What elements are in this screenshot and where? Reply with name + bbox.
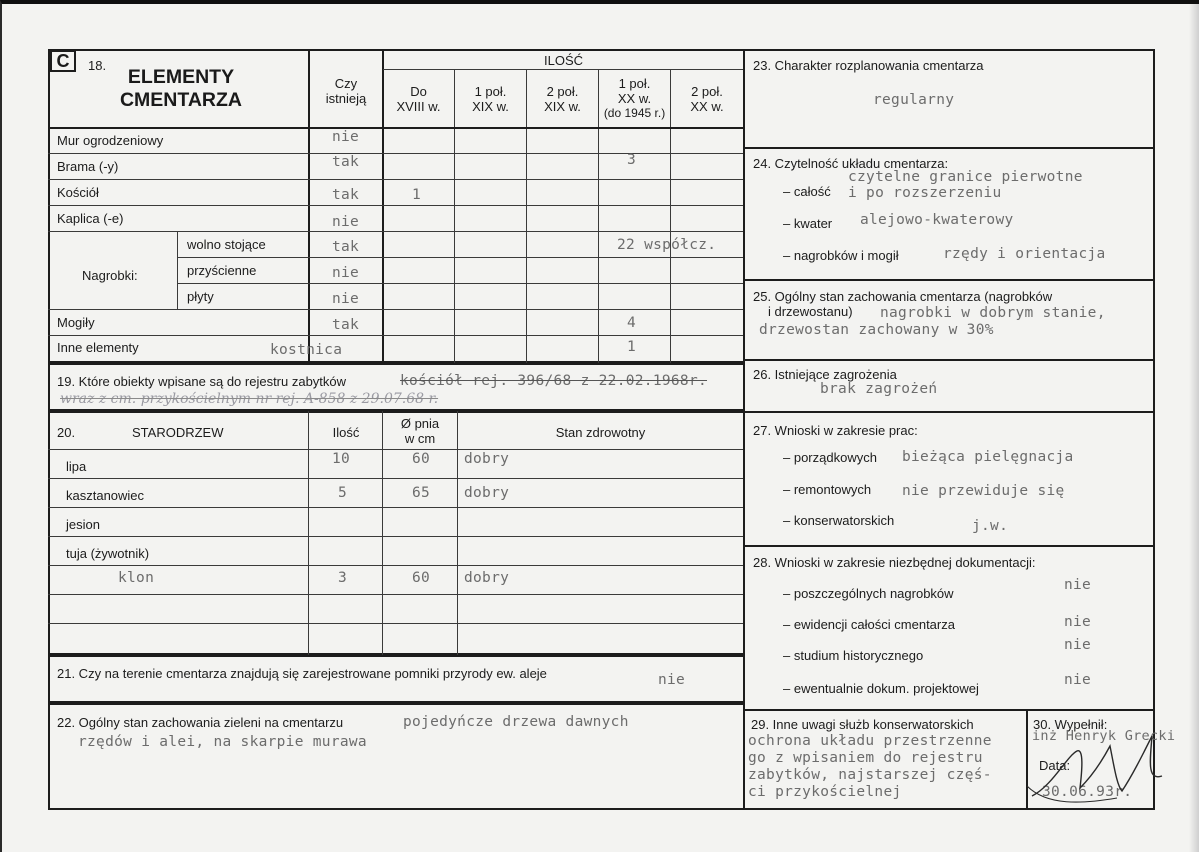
section-22-value-line2: rzędów i alei, na skarpie murawa <box>78 734 367 750</box>
tree-lipa: lipa <box>66 459 87 474</box>
exists-plyty: nie <box>332 291 360 307</box>
section-18-title-line1: ELEMENTY <box>127 66 235 88</box>
section-28-label: 28. Wnioski w zakresie niezbędnej dokumentacji: <box>753 555 1036 570</box>
section-25-value-line1: nagrobki w dobrym stanie, <box>880 305 1106 321</box>
s18-row-line <box>48 335 745 336</box>
s23-bottom <box>743 147 1155 149</box>
col-czy-line2: istnieją <box>325 91 367 106</box>
s27-bottom <box>743 545 1155 547</box>
row-label-przyscienne: przyścienne <box>187 263 257 278</box>
section-20-box <box>48 411 745 655</box>
col4-line2: XX w. <box>617 91 652 106</box>
col-do-xviii <box>383 84 454 114</box>
s18-row-line <box>177 283 745 284</box>
s24-nagrobkow-label: – nagrobków i mogił <box>783 248 899 263</box>
s20-col-pnia <box>383 416 457 446</box>
count-wolno-stojace-1pol-xx: 22 współcz. <box>617 237 717 253</box>
s28-item-0-value: nie <box>1064 577 1092 593</box>
section-25-label-line2: i drzewostanu) <box>768 304 853 319</box>
section-29-value-line2: go z wpisaniem do rejestru <box>748 750 983 766</box>
tree-kasztanowiec-ilosc: 5 <box>338 485 348 501</box>
section-26-value: brak zagrożeń <box>820 381 938 397</box>
exists-kaplica: nie <box>332 214 360 230</box>
tree-klon-ilosc: 3 <box>338 570 348 586</box>
section-19-label: 19. Które obiekty wpisane są do rejestru zabytków <box>57 374 347 389</box>
s26-bottom <box>743 411 1155 413</box>
section-30-date-label: Data: <box>1039 758 1071 773</box>
tree-lipa-stan: dobry <box>464 451 510 467</box>
row-label-kosciol: Kościół <box>57 185 99 200</box>
nagrobki-divider <box>177 231 178 309</box>
s20-col-stan: Stan zdrowotny <box>555 425 646 440</box>
row-label-brama: Brama (-y) <box>57 159 119 174</box>
col2-line2: XIX w. <box>472 99 509 114</box>
count-inne-1pol-xx: 1 <box>627 339 637 355</box>
s27-porz-label: – porządkowych <box>783 450 877 465</box>
tree-klon-stan: dobry <box>464 570 510 586</box>
count-mogily-1pol-xx: 4 <box>627 315 637 331</box>
section-23-label: 23. Charakter rozplanowania cmentarza <box>753 58 984 73</box>
signature-mark <box>1022 716 1172 811</box>
s28-item-2-label: – studium historycznego <box>783 648 924 663</box>
s20-row-line <box>48 449 745 450</box>
s27-rem-label: – remontowych <box>783 482 872 497</box>
s20-col-pnia-line2: w cm <box>404 431 436 446</box>
section-18-title <box>86 66 276 112</box>
s24-calosc-label: – całość <box>783 184 831 199</box>
s20-row-line <box>48 507 745 508</box>
s28-item-2-value: nie <box>1064 637 1092 653</box>
card-letter-badge: C <box>50 50 76 72</box>
tree-kasztanowiec-pnia: 65 <box>412 485 431 501</box>
section-18-number: 18. <box>88 58 107 73</box>
s24-kwater-label: – kwater <box>783 216 833 231</box>
s27-kons-value: j.w. <box>972 518 1009 534</box>
exists-mur: nie <box>332 129 360 145</box>
row-label-mur: Mur ogrodzeniowy <box>57 133 164 148</box>
s24-bottom <box>743 279 1155 281</box>
section-29-value-line1: ochrona układu przestrzenne <box>748 733 992 749</box>
col-czy-line1: Czy <box>334 76 358 91</box>
section-27-label: 27. Wnioski w zakresie prac: <box>753 423 918 438</box>
s24-calosc-value-line1: czytelne granice pierwotne <box>848 169 1083 185</box>
exists-kosciol: tak <box>332 187 360 203</box>
s20-col-pnia-line1: Ø pnia <box>400 416 440 431</box>
tree-kasztanowiec: kasztanowiec <box>66 488 145 503</box>
s18-row-line <box>48 153 745 154</box>
tree-jesion: jesion <box>66 517 100 532</box>
row-label-kaplica: Kaplica (-e) <box>57 211 124 226</box>
row-label-inne: Inne elementy <box>57 340 139 355</box>
row-label-mogily: Mogiły <box>57 315 95 330</box>
col1-line1: Do <box>410 84 427 99</box>
tree-lipa-pnia: 60 <box>412 451 431 467</box>
section-19-handwritten-value: wraz z cm. przykościelnym nr rej. A-858 z 29.07.68 r. <box>60 391 439 407</box>
s24-calosc-value-line2: i po rozszerzeniu <box>848 185 1002 201</box>
section-30-date-value: 30.06.93r. <box>1042 784 1133 800</box>
section-24-label: 24. Czytelność układu cmentarza: <box>753 156 949 171</box>
s27-porz-value: bieżąca pielęgnacja <box>902 449 1074 465</box>
section-30-label: 30. Wypełnił: <box>1033 717 1108 732</box>
s20-row-line <box>48 594 745 595</box>
col4-line3: (do 1945 r.) <box>603 106 666 120</box>
row-label-wolno-stojace: wolno stojące <box>187 237 266 252</box>
s20-row-line <box>48 478 745 479</box>
ilosc-header: ILOŚĆ <box>543 53 583 68</box>
s25-bottom <box>743 359 1155 361</box>
count-brama-1pol-xx: 3 <box>627 152 637 168</box>
section-23-value: regularny <box>873 92 955 108</box>
s18-ilosc-underline <box>383 69 744 70</box>
section-29-value-line4: ci przykościelnej <box>748 784 902 800</box>
section-30-name-value: inż Henryk Grecki <box>1032 728 1176 744</box>
s28-item-3-value: nie <box>1064 672 1092 688</box>
col5-line2: XX w. <box>690 99 724 114</box>
s24-kwater-value: alejowo-kwaterowy <box>860 212 1014 228</box>
section-22-label: 22. Ogólny stan zachowania zieleni na cmentarzu <box>57 715 344 730</box>
col4-line1: 1 poł. <box>618 76 651 91</box>
tree-kasztanowiec-stan: dobry <box>464 485 510 501</box>
section-22-value-line1: pojedyńcze drzewa dawnych <box>403 714 629 730</box>
s20-row-line <box>48 536 745 537</box>
col2-line1: 1 poł. <box>474 84 507 99</box>
section-20-header: STARODRZEW <box>132 425 224 440</box>
section-25-label-line1: 25. Ogólny stan zachowania cmentarza (nagrobków <box>753 289 1053 304</box>
s27-rem-value: nie przewiduje się <box>902 483 1065 499</box>
s28-item-1-label: – ewidencji całości cmentarza <box>783 617 955 632</box>
col-czy-istnieja <box>310 76 382 106</box>
section-18-title-line2: CMENTARZA <box>119 89 243 111</box>
s24-nagrobkow-value: rzędy i orientacja <box>943 246 1106 262</box>
s18-row-line <box>48 205 745 206</box>
inne-value: kostnica <box>270 342 343 358</box>
col-2pol-xix <box>527 84 598 114</box>
section-21-label: 21. Czy na terenie cmentarza znajdują się zarejestrowane pomniki przyrody ew. aleje <box>57 666 547 681</box>
section-26-label: 26. Istniejące zagrożenia <box>753 367 897 382</box>
tree-tuja: tuja (żywotnik) <box>66 546 150 561</box>
exists-przyscienne: nie <box>332 265 360 281</box>
col5-line1: 2 poł. <box>691 84 723 99</box>
col3-line1: 2 poł. <box>546 84 579 99</box>
section-21-value: nie <box>658 672 686 688</box>
col-1pol-xx <box>599 76 670 121</box>
s20-col-ilosc: Ilość <box>332 425 360 440</box>
exists-mogily: tak <box>332 317 360 333</box>
tree-klon-pnia: 60 <box>412 570 431 586</box>
section-25-value-line2: drzewostan zachowany w 30% <box>759 322 994 338</box>
s18-row-line <box>48 179 745 180</box>
s18-row-line <box>177 257 745 258</box>
section-20-number: 20. <box>57 425 76 440</box>
s28-item-1-value: nie <box>1064 614 1092 630</box>
s18-row-line <box>48 231 745 232</box>
tree-klon: klon <box>118 570 155 586</box>
nagrobki-label: Nagrobki: <box>82 268 138 283</box>
s20-col-divider <box>382 411 383 655</box>
section-19-typed-value: kościół rej. 396/68 z 22.02.1968r. <box>400 373 708 389</box>
s28-bottom <box>743 709 1155 711</box>
col1-line2: XVIII w. <box>396 99 441 114</box>
col-1pol-xix <box>455 84 526 114</box>
s28-item-0-label: – poszczególnych nagrobków <box>783 586 954 601</box>
exists-wolno-stojace: tak <box>332 239 360 255</box>
s20-row-line <box>48 565 745 566</box>
tree-lipa-ilosc: 10 <box>332 451 351 467</box>
col-2pol-xx <box>671 84 743 114</box>
section-29-value-line3: zabytków, najstarszej częś- <box>748 767 992 783</box>
s28-item-3-label: – ewentualnie dokum. projektowej <box>783 681 979 696</box>
s20-row-line <box>48 623 745 624</box>
section-29-label: 29. Inne uwagi służb konserwatorskich <box>751 717 974 732</box>
col3-line2: XIX w. <box>544 99 581 114</box>
s20-col-divider <box>457 411 458 655</box>
s18-row-line <box>48 309 745 310</box>
row-label-plyty: płyty <box>187 289 214 304</box>
s27-kons-label: – konserwatorskich <box>783 513 895 528</box>
s18-header-bottom <box>48 127 745 129</box>
count-kosciol-do-xviii: 1 <box>412 187 422 203</box>
exists-brama: tak <box>332 154 360 170</box>
s20-col-divider <box>308 411 309 655</box>
